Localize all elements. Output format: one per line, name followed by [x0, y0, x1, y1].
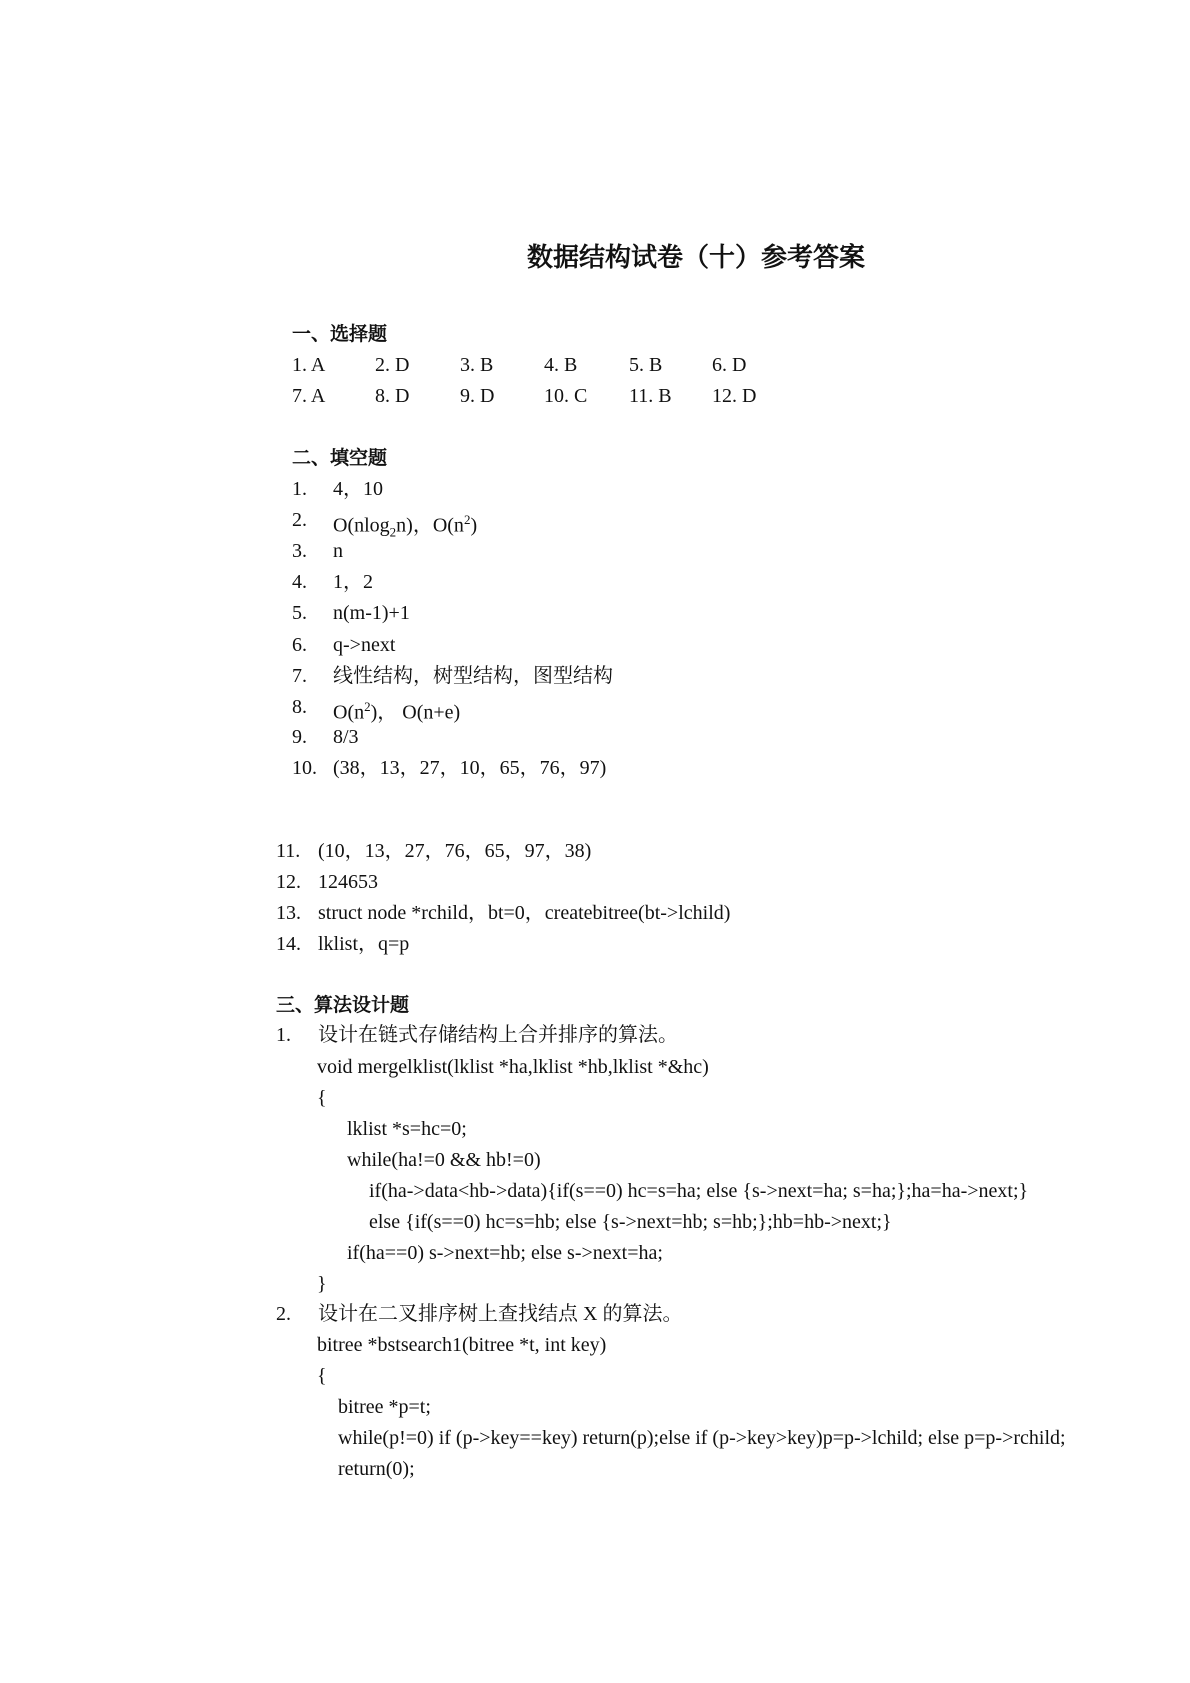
- question-number: 1.: [276, 1024, 291, 1046]
- question-description: 设计在链式存储结构上合并排序的算法。: [318, 1024, 678, 1046]
- code-line: {: [317, 1087, 327, 1109]
- fill-answer: lklist，q=p: [318, 933, 410, 955]
- fill-answer: 8/3: [333, 726, 359, 748]
- choice-answer: 4. B: [544, 354, 578, 376]
- code-line: if(ha==0) s->next=hb; else s->next=ha;: [347, 1242, 663, 1264]
- fill-answer: 1，2: [333, 571, 373, 593]
- choice-answer: 12. D: [712, 385, 757, 407]
- code-line: bitree *p=t;: [338, 1396, 431, 1418]
- fill-answer-number: 2.: [292, 509, 307, 531]
- fill-answer-number: 9.: [292, 726, 307, 748]
- choice-answer: 9. D: [460, 385, 495, 407]
- fill-answer: struct node *rchild，bt=0，createbitree(bt->lchild): [318, 902, 731, 924]
- fill-answer: n: [333, 540, 343, 562]
- code-line: void mergelklist(lklist *ha,lklist *hb,lklist *&hc): [317, 1056, 709, 1078]
- code-line: else {if(s==0) hc=s=hb; else {s->next=hb; s=hb;};hb=hb->next;}: [369, 1211, 892, 1233]
- choice-answer: 3. B: [460, 354, 494, 376]
- t: )， O(n+e): [370, 701, 461, 724]
- choice-answer: 5. B: [629, 354, 663, 376]
- fill-answer: n(m-1)+1: [333, 602, 410, 624]
- page-title: 数据结构试卷（十）参考答案: [527, 243, 866, 273]
- fill-answer: [333, 695, 460, 725]
- fill-answer-number: 12.: [276, 871, 301, 893]
- choice-answer: 8. D: [375, 385, 410, 407]
- section-heading-fill: 二、填空题: [292, 447, 388, 469]
- t: 2: [364, 699, 371, 714]
- fill-answer: 4，10: [333, 478, 383, 500]
- fill-answer: q->next: [333, 634, 396, 656]
- t: 2: [463, 512, 471, 527]
- fill-answer: (10，13，27，76，65，97，38): [318, 840, 592, 862]
- choice-answer: 10. C: [544, 385, 588, 407]
- fill-answer-number: 13.: [276, 902, 301, 924]
- fill-answer: [333, 508, 477, 545]
- section-heading-choice: 一、选择题: [292, 323, 388, 345]
- code-line: while(p!=0) if (p->key==key) return(p);else if (p->key>key)p=p->lchild; else p=p->rchild;: [338, 1427, 1066, 1449]
- choice-answer: 6. D: [712, 354, 747, 376]
- t: 2: [389, 524, 397, 540]
- question-description: 设计在二叉排序树上查找结点 X 的算法。: [318, 1303, 683, 1325]
- choice-answer: 7. A: [292, 385, 326, 407]
- t: O(nlog: [333, 514, 390, 537]
- t: ): [470, 514, 478, 537]
- fill-answer-number: 1.: [292, 478, 307, 500]
- fill-answer-number: 11.: [276, 840, 301, 862]
- fill-answer-number: 3.: [292, 540, 307, 562]
- section-heading-algorithm: 三、算法设计题: [276, 994, 410, 1016]
- t: O(n: [333, 701, 365, 724]
- fill-answer-number: 6.: [292, 634, 307, 656]
- code-line: {: [317, 1365, 327, 1387]
- t: n)，O(n: [396, 514, 464, 537]
- code-line: while(ha!=0 && hb!=0): [347, 1149, 541, 1171]
- fill-answer-number: 10.: [292, 757, 317, 779]
- fill-answer-number: 14.: [276, 933, 301, 955]
- fill-answer: 线性结构，树型结构，图型结构: [333, 665, 613, 687]
- choice-answer: 1. A: [292, 354, 326, 376]
- fill-answer-number: 7.: [292, 665, 307, 687]
- code-line: lklist *s=hc=0;: [347, 1118, 467, 1140]
- fill-answer: (38，13，27，10，65，76，97): [333, 757, 607, 779]
- code-line: if(ha->data<hb->data){if(s==0) hc=s=ha; else {s->next=ha; s=ha;};ha=ha->next;}: [369, 1180, 1029, 1202]
- choice-answer: 2. D: [375, 354, 410, 376]
- question-number: 2.: [276, 1303, 291, 1325]
- fill-answer: 124653: [318, 871, 378, 893]
- code-line: }: [317, 1273, 327, 1295]
- choice-answer: 11. B: [629, 385, 672, 407]
- code-line: bitree *bstsearch1(bitree *t, int key): [317, 1334, 607, 1356]
- fill-answer-number: 5.: [292, 602, 307, 624]
- fill-answer-number: 8.: [292, 696, 307, 718]
- fill-answer-number: 4.: [292, 571, 307, 593]
- code-line: return(0);: [338, 1458, 415, 1480]
